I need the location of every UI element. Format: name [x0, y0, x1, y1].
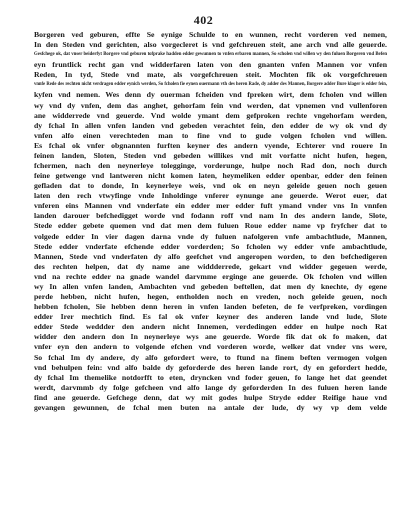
text-line: So fchal Im dy andere, dy alfo gefordert were, to ftund na finem beften vermogen volgen [34, 352, 387, 362]
text-line: wy In allen vnfen landen, Ambachten vnd gebeden beftellen, dat men dy knechte, dy egene [34, 281, 387, 291]
text-line: dy fchal Im themelike notdorfft to eten, drynckеn vnd foder geuen, fo lange het dat geendet [34, 372, 387, 382]
text-line: vnfen alfo einen verechteden man to fine vnd to gude volgen fcholen vnd willen. [34, 130, 387, 140]
text-line: vnfer eyn den andern to volgende efchen vnd vorderen worde, welker dat vnder vns were, [34, 342, 387, 352]
text-line: Es fchal ok vnfer obgnannten furften keyner des andern vyende, Echterer vnd rouere In [34, 140, 387, 150]
text-line: volgede edder In vier dagen darna vnde dy fuluen nafolgeren vnfe ambachtlude, Mannen, [34, 231, 387, 241]
text-line: kyfen vnd nemen. Wes denn dy ouerman fcheiden vnd fpreken wirt, dem fcholen vnd willen [34, 90, 387, 100]
text-line: feinen landen, Sloten, Steden vnd gebeden willikes vnd mit vorfatte nicht hufen, hegen, [34, 150, 387, 160]
text-line: edder Stede weddder den andern nicht Innemen, verdedingen edder en hulpe noch Rat [34, 322, 387, 332]
text-line: edder Irer mechtich find. Es fal ok vnfer keyner des anderen lande vnd lude, Slote [34, 312, 387, 322]
text-line: werdt, darvmmb dy folge gefcheen vnd alfo lange dy geforderden In des fuluen heren lande [34, 382, 387, 392]
text-line: gevangen gewunnen, de fchal men buten na antale der lude, dy wy vp dem velde [34, 402, 387, 412]
text-line: gefladen dat to donde, In keynerleye weis, vnd ok en neyn geleide geuen noch geuen [34, 181, 387, 191]
text-line: wy vnd dy vnfen, dem das anghet, gehorfam fein vnd werden, dat vpnemen vnd vullenforen [34, 100, 387, 110]
text-line: Stede edder gebete quemen vnd dat men dem fuluen Roue edder name vp fryfcher dat to [34, 221, 387, 231]
text-line: vnnfe Rede des rechten nicht verdragen edder eynich werden, So fcholen fie eynen ouermann vth des heren Rade, dy adder des Mannen, Borgere adder Bure klager is edder fein, [34, 82, 387, 88]
text-line: Mannen, Stede vnd vnderfaten dy alfo geefchet vnd angeropen worden, to den befchedigeren [34, 251, 387, 261]
text-line: laten den rech vtwyfinge vnde Inholdinge vnferer eynunge ane geuerde. Werot euer, dat [34, 191, 387, 201]
text-line: widder den andern don In neynerleye wys ane geuerde. Worde fik dat ok fo maken, dat [34, 332, 387, 342]
text-line: fchermen, nach den neynerleye toleggingе, vorderunge, hulpe noch Rad don, noch durch [34, 161, 387, 171]
text-line: landen darouer befchedigget worde vnd fodann roff vnd nam In des andern lande, Slote, [34, 211, 387, 221]
text-line: vnd na rechte edder na gnade wandel darvmme erginge ane geuerde. Ok fcholen vnd willen [34, 271, 387, 281]
text-line: Reden, In tyd, Stede vnd mate, als vorgefchreuen steit. Mochten fik ok vorgefchreuen [34, 70, 387, 80]
text-line: ane widderrede vnd geuerde. Vnd wolde ymant dem gefproken rechte vngehorfam werden, [34, 110, 387, 120]
text-line: feine getwenge vnd lantweren nicht komen laten, heymeliken edder openbar, edder den feinen [34, 171, 387, 181]
text-line: eyn fruntlick recht gan vnd widderfaren laten von den gnanten vnfen Mannen vor vnfen [34, 60, 387, 70]
page-number: 402 [193, 13, 214, 27]
text-line: Stede edder vnderfate efchende edder vorderden; So fcholen wy edder vnfe ambachtlude, [34, 241, 387, 251]
text-line: find ane geuerde. Gefchege denn, dat wy mit godes hulpe Stryde edder Reifige haue vnd [34, 392, 387, 402]
text-line: dy fchal In allen vnfen landen vnd gebeden verachtet fein, den edder de wy ok vnd dy [34, 120, 387, 130]
body-text [34, 30, 387, 413]
text-line: des rechten helpen, dat dy name ane widdderrede, gekart vnd widder gegeuen werde, [34, 261, 387, 271]
text-line: Borgeren ved geburen, effte Se eynige Schulde to en wunnen, recht vorderen ved nemen, [34, 30, 387, 39]
text-line: Gesfchege ok, dat vnser beiderfyt Borgere vnd geburen tofprake hadden edder gewunnen to vnfen erbaren mannen, So scholen vnd willen wy den fuluen Borgeren vnd Befen [34, 52, 387, 58]
text-line: In den Steden vnd gerichten, also vorgecleret is vnd gefchreuen steit, ane arch vnd alle geuerde. [34, 40, 387, 50]
text-line: vnferen eins Mannen vnd vnderfate ein edder mer edder fuft ymand vnder vns In vnnfen [34, 201, 387, 211]
text-line: perde hebben, nicht hufen, hegen, entholden noch en vreden, noch geleide geuen, noch [34, 292, 387, 302]
text-line: hebben fcholen, Sie hebben denn heren in vnfen landen befeten, de fe verfpreken, vordingen [34, 302, 387, 312]
text-line: vnd behulpen fein: vnd alfo balde dy geforderde des heren lande rort, dy en gefordert hedde, [34, 362, 387, 372]
